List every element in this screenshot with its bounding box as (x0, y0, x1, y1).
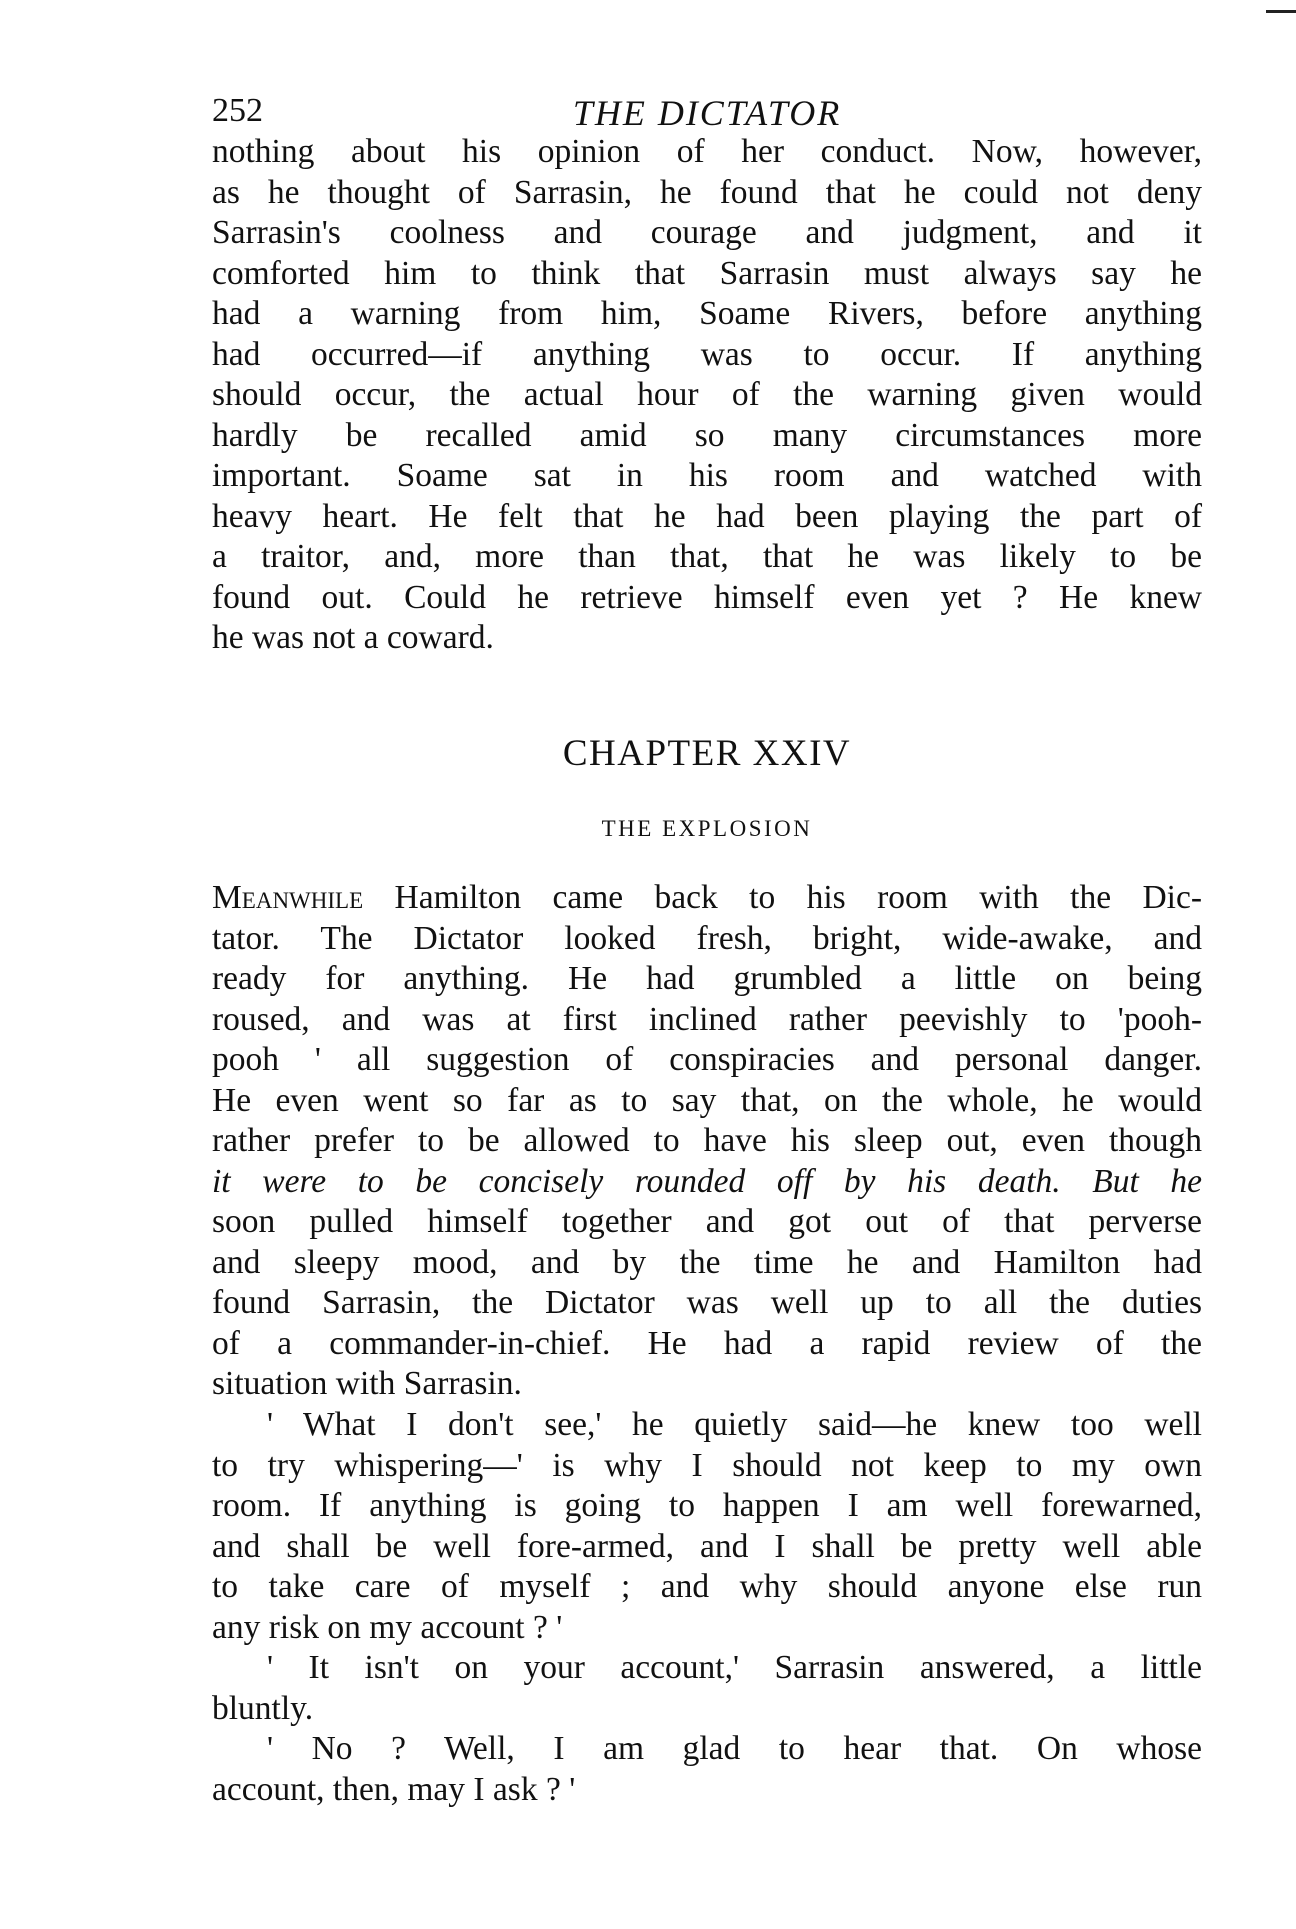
text-line: found out. Could he retrieve himself even yet ? He knew (212, 578, 1202, 616)
page-number: 252 (212, 92, 263, 129)
text-line: nothing about his opinion of her conduct. Now, however, (212, 133, 1202, 170)
text-line: found Sarrasin, the Dictator was well up to all the duties (212, 1284, 1202, 1321)
text-line: heavy heart. He felt that he had been playing the part of (212, 497, 1202, 535)
text-line: soon pulled himself together and got out of that perverse (212, 1203, 1202, 1240)
text-line: ' It isn't on your account,' Sarrasin answered, a little (267, 1649, 1202, 1686)
chapter-title: CHAPTER XXIV (562, 733, 852, 774)
text-line: a traitor, and, more than that, that he was likely to be (212, 538, 1202, 575)
text-line: bluntly. (212, 1689, 314, 1727)
text-line: room. If anything is going to happen I am well forewarned, (212, 1487, 1202, 1524)
text-line: and sleepy mood, and by the time he and Hamilton had (212, 1243, 1202, 1281)
text-line: should occur, the actual hour of the warning given would (212, 376, 1202, 413)
text-line: account, then, may I ask ? ' (212, 1770, 576, 1808)
lead-word: Meanwhile (212, 879, 364, 916)
text-line: ' What I don't see,' he quietly said—he knew too well (267, 1406, 1202, 1443)
text-line-first (212, 878, 1202, 919)
running-title: THE DICTATOR (572, 93, 842, 133)
text-line: tator. The Dictator looked fresh, bright, wide-awake, and (212, 919, 1202, 957)
text-line: it were to be concisely rounded off by his death. But he (212, 1162, 1202, 1200)
paragraph-dialogue (212, 1648, 1202, 1729)
text-line: situation with Sarrasin. (212, 1365, 522, 1402)
text-line: important. Soame sat in his room and watched with (212, 457, 1202, 494)
paragraph-dialogue (212, 1729, 1202, 1810)
text-line: comforted him to think that Sarrasin must always say he (212, 254, 1202, 292)
text-line: any risk on my account ? ' (212, 1608, 563, 1646)
text-line: Sarrasin's coolness and courage and judgment, and it (212, 214, 1202, 251)
edge-mark (1266, 10, 1296, 13)
text-line: rather prefer to be allowed to have his sleep out, even though (212, 1122, 1202, 1159)
paragraph-opening (212, 878, 1202, 1405)
text-line: He even went so far as to say that, on the whole, he would (212, 1081, 1202, 1119)
text-line: ready for anything. He had grumbled a little on being (212, 960, 1202, 997)
text-line: roused, and was at first inclined rather peevishly to 'pooh- (212, 1000, 1202, 1038)
paragraph-dialogue (212, 1405, 1202, 1648)
text-line: ' No ? Well, I am glad to hear that. On whose (267, 1730, 1202, 1767)
text-line: as he thought of Sarrasin, he found that he could not deny (212, 173, 1202, 211)
first-line-text: Hamilton came back to his room with the Dic- (363, 879, 1202, 916)
text-line: had a warning from him, Soame Rivers, before anything (212, 295, 1202, 332)
chapter-subtitle: THE EXPLOSION (601, 816, 813, 841)
text-line: to try whispering—' is why I should not keep to my own (212, 1446, 1202, 1484)
text-line: pooh ' all suggestion of conspiracies and personal danger. (212, 1041, 1202, 1078)
text-line: to take care of myself ; and why should anyone else run (212, 1568, 1202, 1605)
text-line: and shall be well fore-armed, and I shall be pretty well able (212, 1527, 1202, 1565)
text-line: of a commander-in-chief. He had a rapid review of the (212, 1324, 1202, 1362)
paragraph-continuation (212, 132, 1202, 659)
text-line: he was not a coward. (212, 619, 494, 656)
text-line: had occurred—if anything was to occur. If anything (212, 335, 1202, 373)
text-line: hardly be recalled amid so many circumstances more (212, 416, 1202, 454)
